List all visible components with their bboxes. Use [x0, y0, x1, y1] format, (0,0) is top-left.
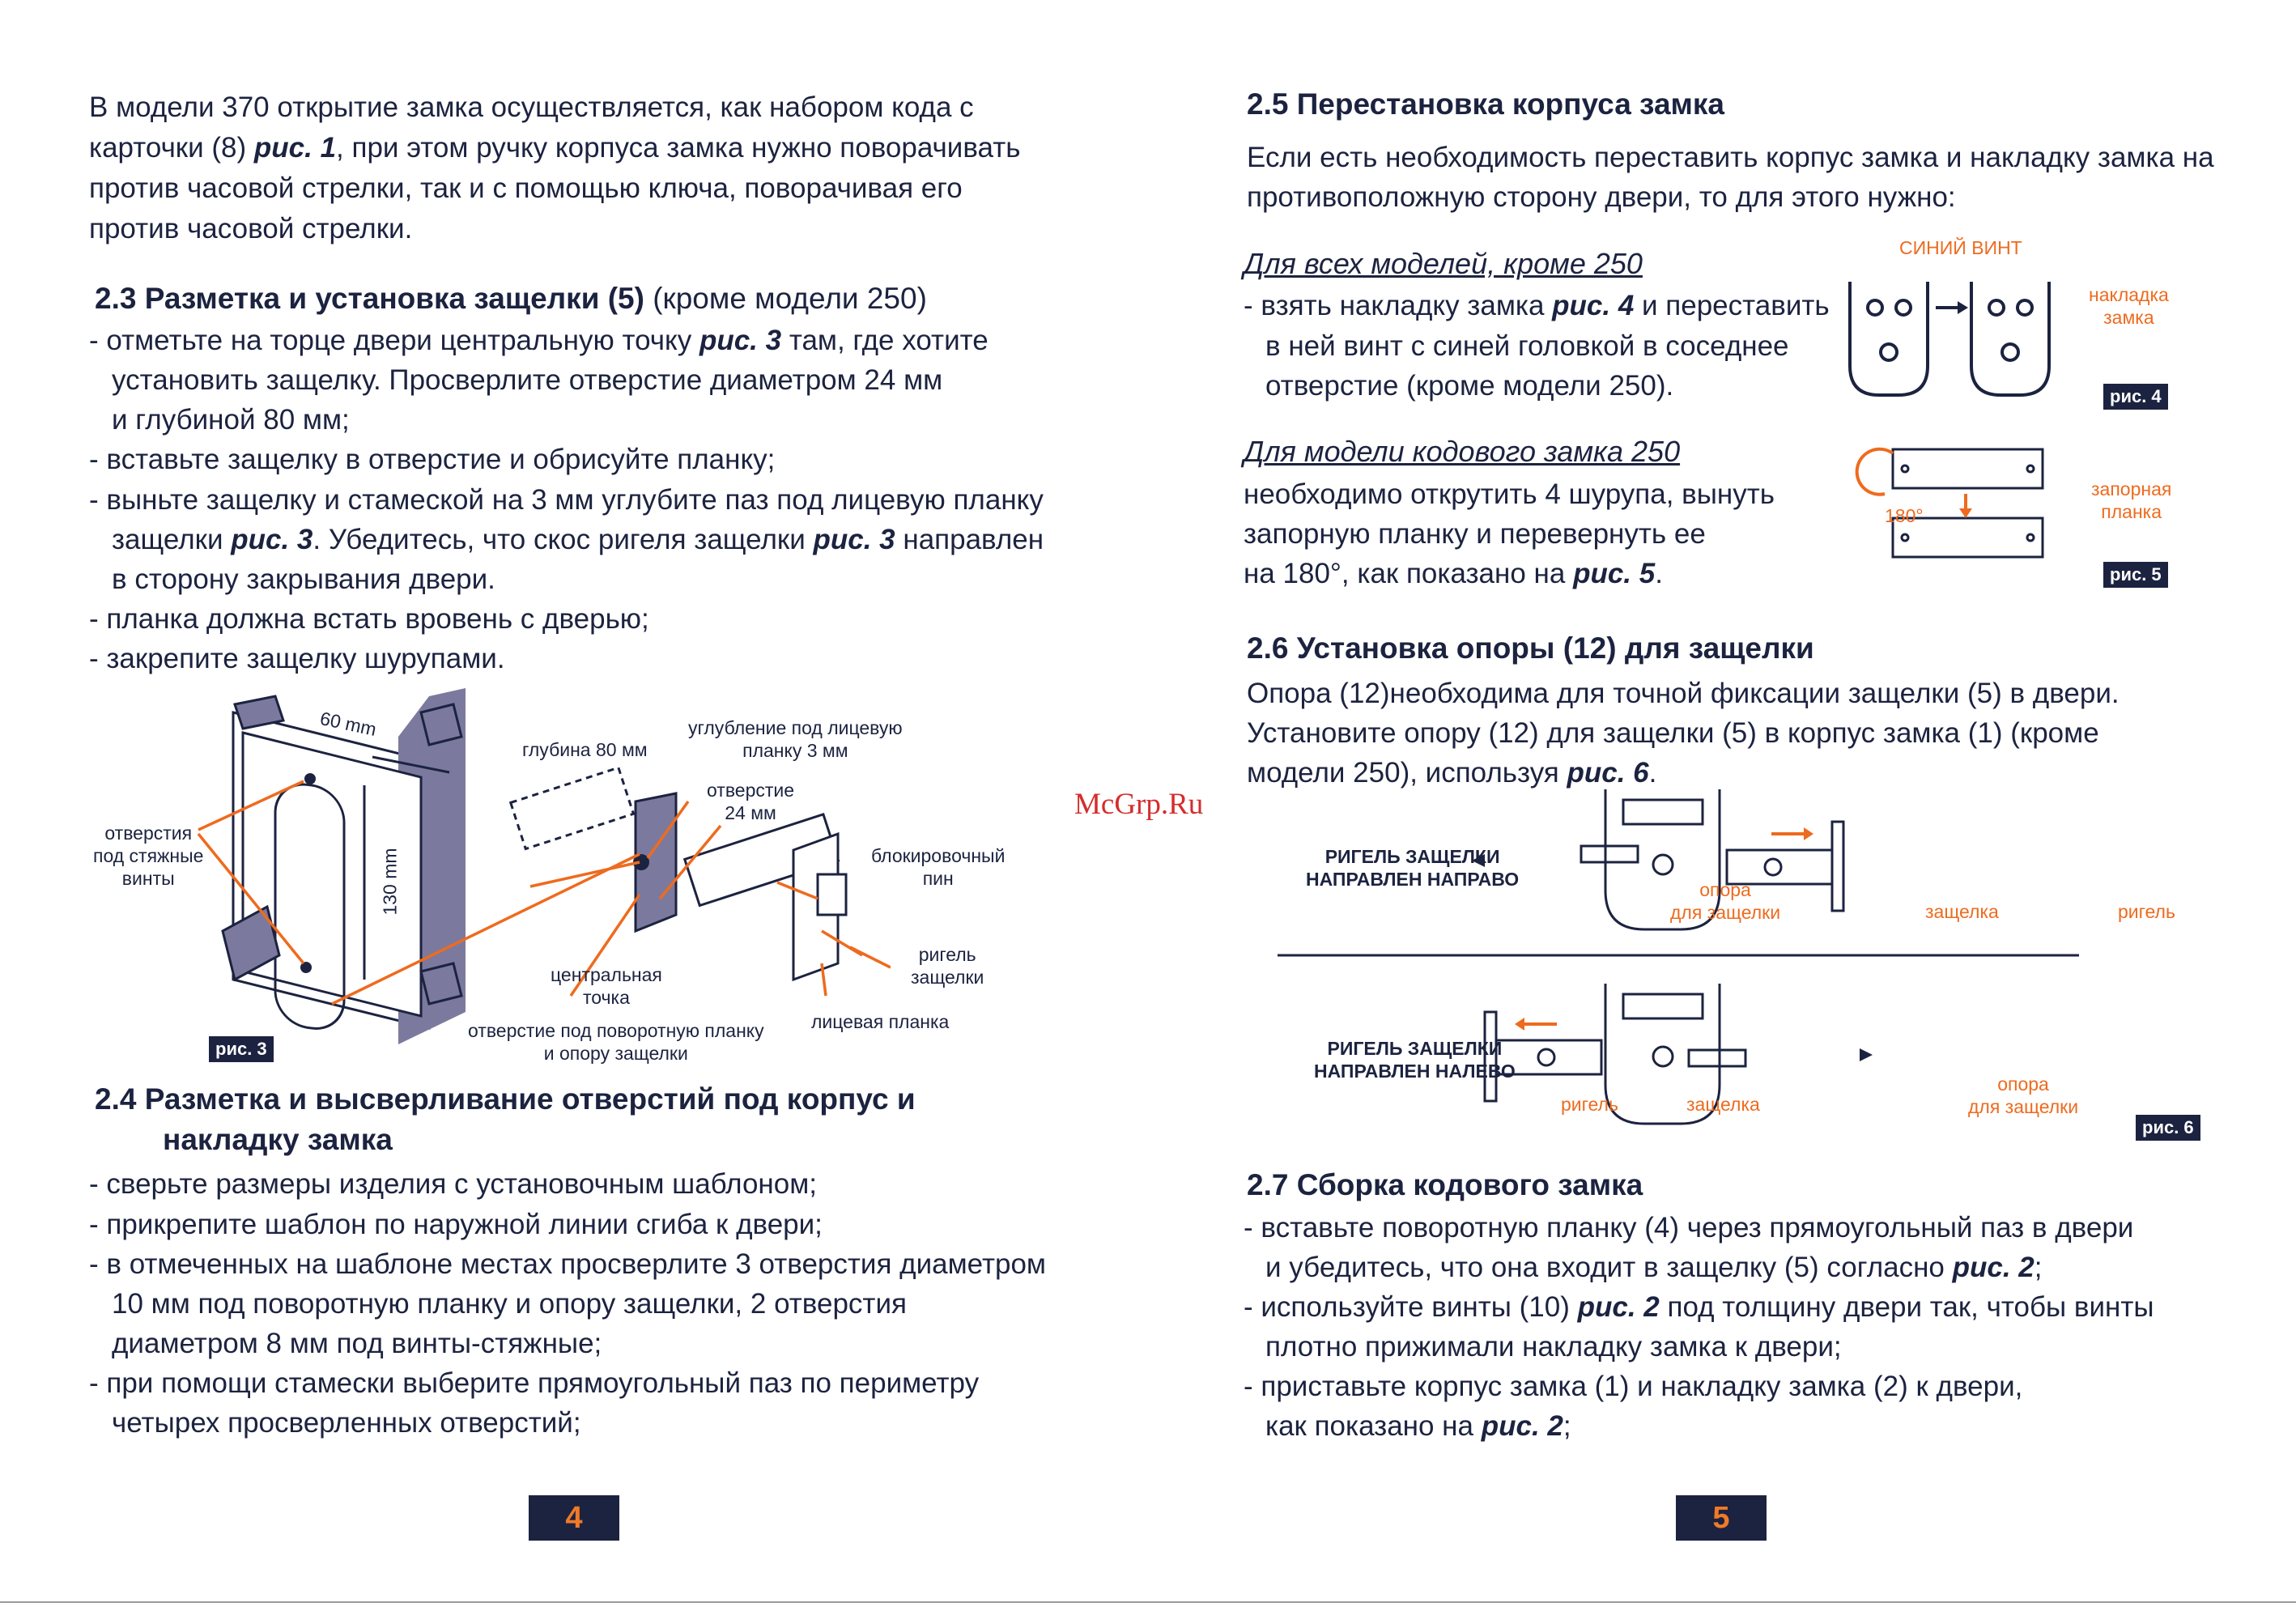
fig6-label-support-top: опора для защелки: [1670, 879, 1781, 923]
intro-line-4: против часовой стрелки.: [89, 213, 413, 244]
fig3-label-block: блокировочный пин: [871, 845, 1006, 889]
section-2-5-title: 2.5 Перестановка корпуса замка: [1247, 87, 1724, 121]
fig5-label-plate: запорная планка: [2091, 478, 2172, 522]
fig3-label-face: лицевая планка: [811, 1011, 950, 1032]
s27-line-6: как показано на рис. 2;: [1265, 1410, 1571, 1442]
s27-line-2: и убедитесь, что она входит в защелку (5) согласно рис. 2;: [1265, 1252, 2043, 1283]
fig4-label-blue-screw: СИНИЙ ВИНТ: [1899, 237, 2022, 258]
s23-line-9: - закрепите защелку шурупами.: [89, 643, 505, 674]
fig4-tag: рис. 4: [2103, 384, 2168, 410]
s24-line-7: четырех просверленных отверстий;: [112, 1407, 581, 1439]
fig6-label-bolt-top: ригель: [2118, 901, 2175, 922]
fig3-label-rotation: отверстие под поворотную планку и опору защелки: [468, 1020, 764, 1064]
fig6-label-latch-bottom: защелка: [1686, 1094, 1760, 1115]
section-2-7-title: 2.7 Сборка кодового замка: [1247, 1168, 1643, 1201]
fig5-label-degrees: 180°: [1885, 505, 1924, 526]
s23-line-6: защелки рис. 3. Убедитесь, что скос ригеля защелки рис. 3 направлен: [112, 524, 1044, 555]
s25-a-line-2: в ней винт с синей головкой в соседнее: [1265, 330, 1789, 362]
s23-line-4: - вставьте защелку в отверстие и обрисуйте планку;: [89, 444, 776, 475]
fig3-label-width: 60 mm: [318, 707, 379, 741]
section-2-3-title: 2.3 Разметка и установка защелки (5) (кроме модели 250): [95, 282, 927, 315]
s24-line-1: - сверьте размеры изделия с установочным шаблоном;: [89, 1168, 818, 1200]
s27-line-1: - вставьте поворотную планку (4) через прямоугольный паз в двери: [1244, 1212, 2134, 1244]
fig3-label-center: центральная точка: [551, 964, 662, 1008]
s25-b-line-1: необходимо открутить 4 шурупа, вынуть: [1244, 478, 1775, 510]
s25-a-line-3: отверстие (кроме модели 250).: [1265, 370, 1674, 402]
section-2-6-title: 2.6 Установка опоры (12) для защелки: [1247, 631, 1814, 665]
watermark: McGrp.Ru: [1074, 788, 1204, 821]
s25-b-line-2: запорную планку и перевернуть ее: [1244, 518, 1706, 550]
fig6-label-support-bottom: опора для защелки: [1968, 1073, 2079, 1117]
s25-a-line-1: - взять накладку замка рис. 4 и переставить: [1244, 290, 1830, 321]
s26-line-2: Установите опору (12) для защелки (5) в корпус замка (1) (кроме: [1247, 717, 2099, 749]
s25-line-2: противоположную сторону двери, то для этого нужно:: [1247, 181, 1956, 213]
s23-line-5: - выньте защелку и стамеской на 3 мм углубите паз под лицевую планку: [89, 484, 1044, 516]
fig3-label-height: 130 mm: [379, 848, 401, 916]
s24-line-2: - прикрепите шаблон по наружной линии сгиба к двери;: [89, 1209, 823, 1240]
fig4-label-cover: накладка замка: [2089, 284, 2169, 328]
s24-line-4: 10 мм под поворотную планку и опору защелки, 2 отверстия: [112, 1288, 907, 1320]
s26-line-3: модели 250), используя рис. 6.: [1247, 757, 1657, 789]
section-2-4-title-1: 2.4 Разметка и высверливание отверстий под корпус и: [95, 1082, 916, 1116]
fig3-tag: рис. 3: [209, 1036, 274, 1062]
s25-subhead-all-models: Для всех моделей, кроме 250: [1244, 247, 1643, 280]
figure-5-drawing: [1852, 437, 2047, 567]
fig3-label-holes: отверстия под стяжные винты: [93, 823, 204, 889]
fig3-label-depth: глубина 80 мм: [522, 739, 648, 760]
s26-line-1: Опора (12)необходима для точной фиксации защелки (5) в двери.: [1247, 678, 2120, 709]
s24-line-5: диаметром 8 мм под винты-стяжные;: [112, 1328, 602, 1359]
fig5-tag: рис. 5: [2103, 562, 2168, 588]
intro-line-2: карточки (8) рис. 1, при этом ручку корпуса замка нужно поворачивать: [89, 132, 1021, 164]
figure-6-drawing: [1269, 777, 2079, 1150]
fig6-label-bolt-bottom: ригель: [1561, 1094, 1618, 1115]
s27-line-5: - приставьте корпус замка (1) и накладку замка (2) к двери,: [1244, 1371, 2023, 1402]
figure-4-drawing: [1840, 275, 2051, 405]
s23-line-3: и глубиной 80 мм;: [112, 404, 350, 436]
fig6-tag: рис. 6: [2136, 1115, 2200, 1141]
page-right: [1148, 0, 2296, 1607]
fig6-label-latch-top: защелка: [1925, 901, 1999, 922]
page-number-left: 4: [529, 1495, 619, 1541]
fig3-label-hole24: отверстие 24 мм: [707, 780, 795, 823]
intro-line-3: против часовой стрелки, так и с помощью ключа, поворачивая его: [89, 172, 963, 204]
s27-line-4: плотно прижимали накладку замка к двери;: [1265, 1331, 1842, 1363]
s23-line-7: в сторону закрывания двери.: [112, 563, 495, 595]
s23-line-8: - планка должна встать вровень с дверью;: [89, 603, 649, 635]
s25-b-line-3: на 180°, как показано на рис. 5.: [1244, 558, 1663, 589]
bottom-rule: [0, 1601, 2296, 1603]
s27-line-3: - используйте винты (10) рис. 2 под толщину двери так, чтобы винты: [1244, 1291, 2154, 1323]
s25-line-1: Если есть необходимость переставить корпус замка и накладку замка на: [1247, 142, 2214, 173]
fig6-label-left: РИГЕЛЬ ЗАЩЕЛКИ НАПРАВЛЕН НАЛЕВО: [1314, 1038, 1516, 1082]
fig3-label-bolt: ригель защелки: [911, 944, 984, 988]
page-number-right: 5: [1676, 1495, 1767, 1541]
s24-line-3: - в отмеченных на шаблоне местах просверлите 3 отверстия диаметром: [89, 1248, 1046, 1280]
s23-line-1: - отметьте на торце двери центральную точку рис. 3 там, где хотите: [89, 325, 989, 356]
intro-line-1: В модели 370 открытие замка осуществляется, как набором кода с: [89, 91, 974, 123]
s24-line-6: - при помощи стамески выберите прямоугольный паз по периметру: [89, 1367, 980, 1399]
s25-subhead-model-250: Для модели кодового замка 250: [1244, 435, 1681, 468]
fig3-label-recess: углубление под лицевую планку 3 мм: [688, 717, 903, 761]
fig6-label-right: РИГЕЛЬ ЗАЩЕЛКИ НАПРАВЛЕН НАПРАВО: [1306, 846, 1520, 890]
section-2-4-title-2: накладку замка: [163, 1123, 393, 1156]
s23-line-2: установить защелку. Просверлите отверстие диаметром 24 мм: [112, 364, 943, 396]
